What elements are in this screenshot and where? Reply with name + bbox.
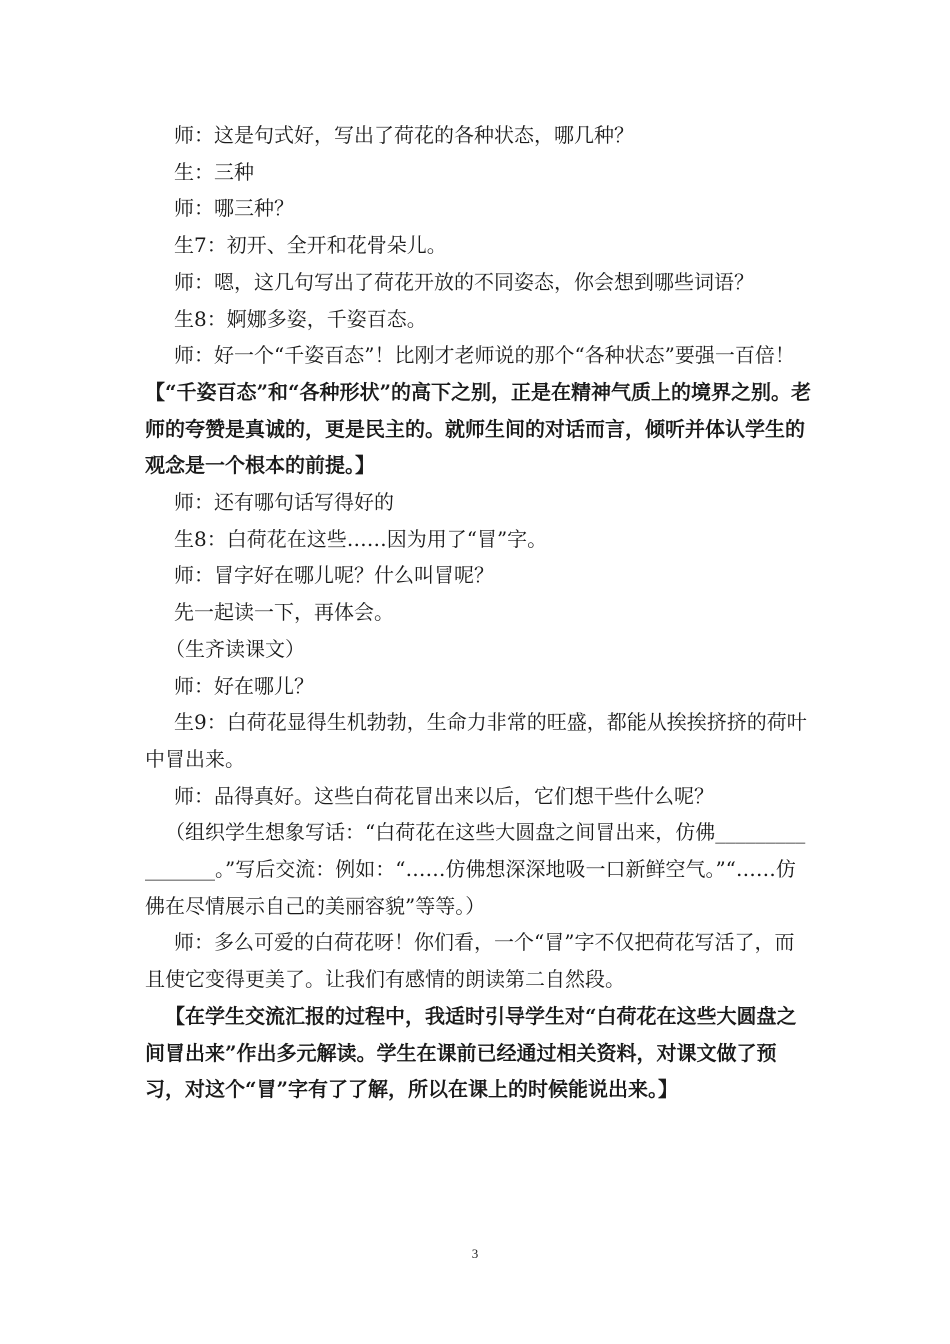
dialogue-line: 师：好在哪儿？ [174,673,314,698]
dialogue-line: 生8：白荷花在这些……因为用了“冒”字。 [174,526,548,551]
dialogue-line: 生9：白荷花显得生机勃勃，生命力非常的旺盛，都能从挨挨挤挤的荷叶中冒出来。 [145,710,807,771]
dialogue-line: 先一起读一下，再体会。 [174,600,394,625]
stage-direction: （生齐读课文） [165,636,305,661]
dialogue-line: 师：好一个“千姿百态”！比刚才老师说的那个“各种状态”要强一百倍！ [174,343,795,368]
teacher-commentary: 【在学生交流汇报的过程中，我适时引导学生对“白荷花在这些大圆盘之间冒出来”作出多元解读。学生在课前已经通过相关资料，对课文做了预习，对这个“冒”字有了了解，所以在课上的时候能说出来。】 [145,1003,797,1102]
dialogue-line: 师：品得真好。这些白荷花冒出来以后，它们想干些什么呢？ [174,783,714,808]
dialogue-line: 师：这是句式好，写出了荷花的各种状态，哪几种？ [174,123,634,147]
page-number: 3 [471,1246,479,1261]
dialogue-line: 师：冒字好在哪儿呢？什么叫冒呢？ [174,563,494,588]
writing-activity: （组织学生想象写话：“白荷花在这些大圆盘之间冒出来，仿佛________________。”写后交流：例如：“……仿佛想深深地吸一口新鲜空气。”“……仿佛在尽情展示自己的美丽容貌”等等。） [145,820,806,918]
teacher-commentary: 【“千姿百态”和“各种形状”的高下之别，正是在精神气质上的境界之别。老师的夸赞是真诚的，更是民主的。就师生间的对话而言，倾听并体认学生的观念是一个根本的前提。】 [145,379,812,478]
body-text [145,117,813,1108]
dialogue-line: 师：多么可爱的白荷花呀！你们看，一个“冒”字不仅把荷花写活了，而且使它变得更美了。让我们有感情的朗读第二自然段。 [145,930,795,992]
dialogue-line: 生8：婀娜多姿，千姿百态。 [174,306,427,331]
dialogue-line: 生：三种 [174,159,254,184]
dialogue-line: 师：还有哪句话写得好的 [174,490,394,515]
dialogue-line: 师：哪三种？ [174,196,294,221]
dialogue-line: 师：嗯，这几句写出了荷花开放的不同姿态，你会想到哪些词语？ [174,269,754,294]
dialogue-line: 生7：初开、全开和花骨朵儿。 [174,233,447,258]
